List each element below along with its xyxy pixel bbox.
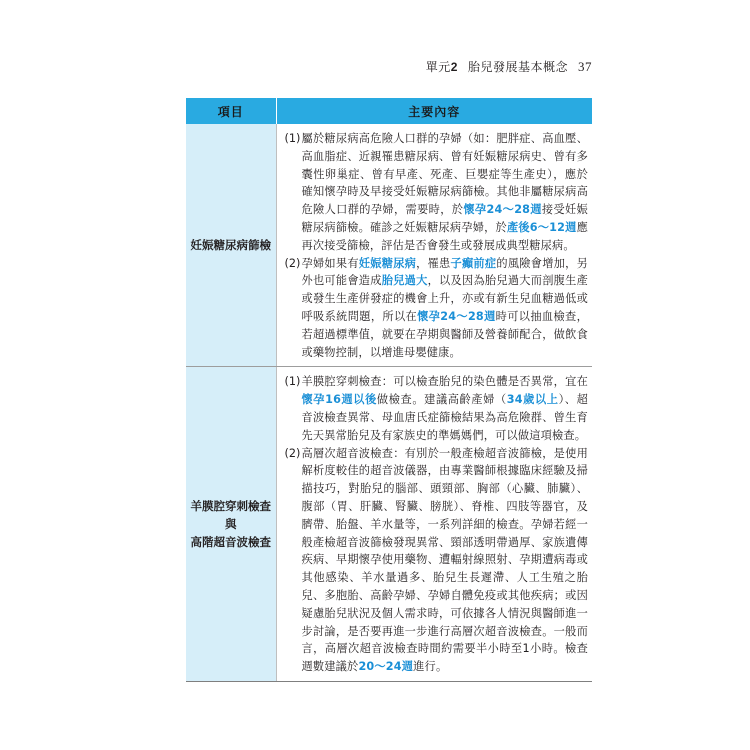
- highlighted-term: 產後6～12週: [506, 220, 577, 234]
- text-segment: 的風險會增加，另外也可能會造成: [301, 256, 588, 288]
- text-segment: ，以及因為胎兒過大而剖腹生產或發生生產併發症的機會上升，亦或有新生兒血糖過低或呼吸系統問題，所以在: [301, 274, 588, 323]
- page-number: 37: [578, 59, 592, 74]
- paragraph-text: [302, 373, 589, 444]
- row-item-cell: [186, 124, 276, 367]
- paragraph-number: (2): [284, 446, 301, 460]
- row-content-cell: [276, 124, 592, 367]
- unit-number: 2: [450, 60, 458, 74]
- item-label-line: 羊膜腔穿刺檢查: [190, 499, 271, 514]
- paragraph-text: [302, 255, 589, 362]
- text-segment: 高層次超音波檢查：有別於一般產檢超音波篩檢，是使用解析度較佳的超音波儀器，由專業醫師根據臨床經驗及掃描技巧，對胎兒的腦部、頭頸部、胸部（心臟、肺臟）、腹部（胃、肝臟、腎臟、膀胱）、脊椎、四肢等器官，及臍帶、胎盤、羊水量等，一系列詳細的檢查。孕婦若經一般產檢超音波篩檢發現異常、頸部透明帶過厚、家族遺傳疾病、早期懷孕使用藥物、遭輻射線照射、孕期遭病毒或其他感染、羊水量過多、胎兒生長遲滯、人工生殖之胎兒、多胞胎、高齡孕婦、孕婦自體免疫或其他疾病；或因疑慮胎兒狀況及個人需求時，可依據各人情況與醫師進一步討論，是否要再進一步進行高層次超音波檢查。一般而言，高層次超音波檢查時間約需要半小時至1小時。檢查週數建議於: [301, 446, 588, 674]
- content-table: [186, 98, 592, 682]
- item-label-line: 與: [225, 517, 237, 532]
- content-paragraph: [285, 373, 589, 444]
- column-header-item: 項目: [186, 98, 276, 124]
- text-segment: ，罹患: [416, 256, 451, 270]
- paragraph-number: (1): [284, 132, 301, 145]
- highlighted-term: 子癲前症: [450, 256, 497, 270]
- paragraph-number: (2): [284, 256, 301, 270]
- unit-label: [426, 58, 458, 75]
- highlighted-term: 懷孕24～28週: [417, 309, 496, 323]
- running-header: [426, 58, 592, 75]
- text-segment: ）、超音波檢查異常、母血唐氏症篩檢結果為高危險群、曾生育先天異常胎兒及有家族史的準媽媽們，可以做這項檢查。: [301, 393, 588, 442]
- paragraph-text: [302, 130, 589, 255]
- table-row: [186, 124, 592, 367]
- highlighted-term: 20～24週: [358, 660, 414, 674]
- text-segment: 時可以抽血檢查，若超過標準值，就要在孕期與醫師及營養師配合，做飲食或藥物控制，以增進母嬰健康。: [301, 309, 588, 359]
- highlighted-term: 34歲以上: [506, 393, 559, 407]
- column-header-content: 主要內容: [276, 98, 592, 124]
- text-segment: 接受妊娠糖尿病篩檢。確診之妊娠糖尿病孕婦，於: [301, 203, 588, 234]
- text-segment: 屬於糖尿病高危險人口群的孕婦（如：肥胖症、高血壓、高血脂症、近親罹患糖尿病、曾有妊娠糖尿病史、曾有多囊性卵巢症、曾有早產、死產、巨嬰症等生產史），應於確知懷孕時及早接受妊娠糖尿病篩檢。其他非屬糖尿病高危險人口群的孕婦，需要時，於: [301, 132, 588, 217]
- text-segment: 做檢查。建議高齡產婦（: [376, 393, 507, 407]
- table-header-row: [186, 98, 592, 124]
- content-paragraph: [285, 255, 589, 362]
- table-row: [186, 367, 592, 682]
- text-segment: 進行。: [413, 660, 448, 674]
- highlighted-term: 懷孕24～28週: [463, 203, 542, 217]
- text-segment: 羊膜腔穿刺檢查：可以檢查胎兒的染色體是否異常，宜在: [301, 375, 588, 389]
- paragraph-text: [302, 445, 589, 676]
- content-paragraph: [285, 130, 589, 255]
- highlighted-term: 胎兒過大: [381, 274, 428, 288]
- content-paragraph: [285, 445, 589, 676]
- item-label-line: 高階超音波檢查: [190, 535, 271, 550]
- highlighted-term: 妊娠糖尿病: [358, 256, 417, 270]
- text-segment: 應再次接受篩檢，評估是否會發生或發展成典型糖尿病。: [301, 220, 588, 252]
- row-content-cell: [276, 367, 592, 682]
- highlighted-term: 懷孕16週以後: [301, 393, 377, 407]
- unit-prefix: 單元: [425, 60, 451, 74]
- paragraph-number: (1): [284, 375, 301, 389]
- text-segment: 孕婦如果有: [301, 256, 359, 270]
- item-label-line: 妊娠糖尿病篩檢: [190, 238, 271, 253]
- row-item-cell: [186, 367, 276, 682]
- chapter-title: 胎兒發展基本概念: [467, 60, 568, 74]
